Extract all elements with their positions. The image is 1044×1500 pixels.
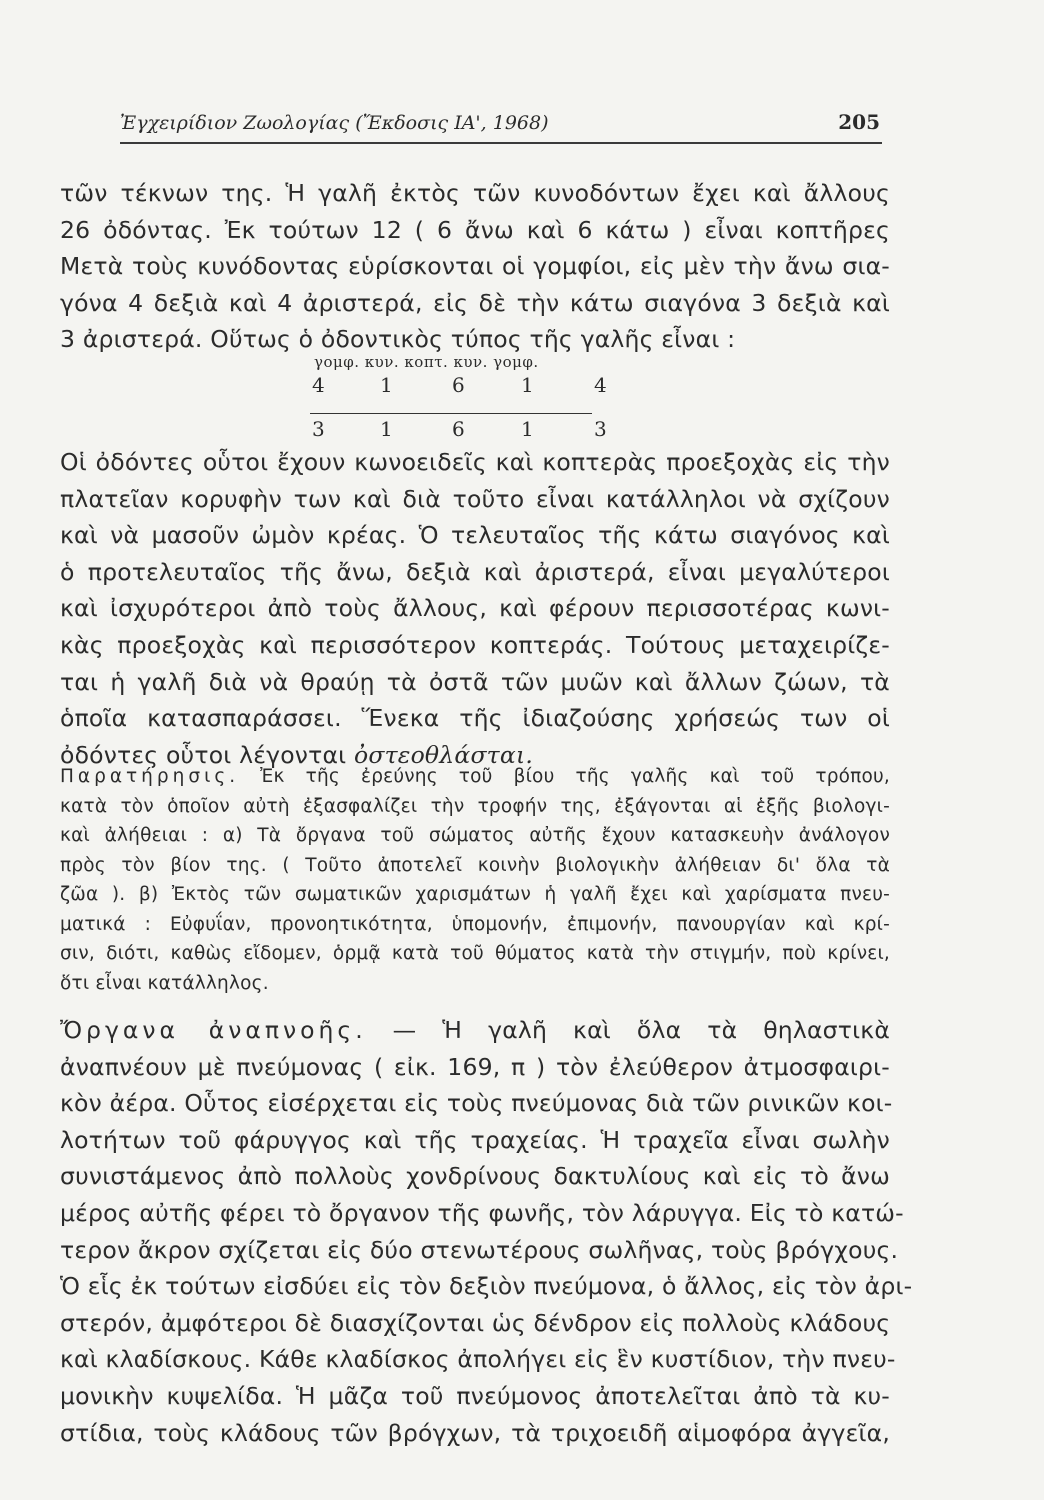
text-line: σιν, διότι, καθὼς εἴδομεν, ὁρμᾷ κατὰ τοῦ θύματος κατὰ τὴν στιγμήν, ποὺ κρίνει, [60,943,890,964]
text-line: στερόν, ἀμφότεροι δὲ διασχίζονται ὡς δένδρον εἰς πολλοὺς κλάδους [60,1308,891,1337]
section-respiration [60,1012,913,1451]
formula-upper-value: 6 [452,373,465,397]
text-fragment: — Ἡ γαλῆ καὶ ὅλα τὰ θηλαστικὰ [392,1016,891,1044]
text-line: Ὁ εἷς ἐκ τούτων εἰσδύει εἰς τὸν δεξιὸν πνεύμονα, ὁ ἄλλος, εἰς τὸν ἀρι- [60,1272,913,1301]
text-fragment: Ἐκ τῆς ἐρεύνης τοῦ βίου τῆς γαλῆς καὶ τοῦ τρόπου, [260,766,890,787]
note-heading: Παρατήρησις. [60,766,240,787]
paragraph-teeth-description [60,444,890,773]
paragraph-teeth-intro [60,175,890,358]
text-line: στίδια, τοὺς κλάδους τῶν βρόγχων, τὰ τριχοειδῆ αἱμοφόρα ἀγγεῖα, [60,1418,890,1447]
formula-upper-value: 1 [521,373,534,397]
observation-note [60,762,890,998]
formula-abbreviations: γομφ. κυν. κοπτ. κυν. γομφ. [314,353,539,371]
formula-upper-value: 4 [312,373,325,397]
formula-lower-value: 3 [312,417,325,441]
text-line: ὁποῖα κατασπαράσσει. Ἕνεκα τῆς ἰδιαζούσης χρήσεώς των οἱ [60,704,890,733]
text-line: γόνα 4 δεξιὰ καὶ 4 ἀριστερά, εἰς δὲ τὴν κάτω σιαγόνα 3 δεξιὰ καὶ [60,288,890,317]
formula-lower-value: 1 [380,417,393,441]
text-line: μονικὴν κυψελίδα. Ἡ μᾶζα τοῦ πνεύμονος ἀποτελεῖται ἀπὸ τὰ κυ- [60,1381,890,1410]
formula-upper-value: 1 [380,373,393,397]
text-line: καὶ ἀλήθειαι : α) Τὰ ὄργανα τοῦ σώματος αὐτῆς ἔχουν κατασκευὴν ἀνάλογον [60,825,890,846]
text-line: καὶ ἰσχυρότεροι ἀπὸ τοὺς ἄλλους, καὶ φέρουν περισσοτέρας κωνι- [60,594,890,623]
text-line: ὁ προτελευταῖος τῆς ἄνω, δεξιὰ καὶ ἀριστερά, εἶναι μεγαλύτεροι [60,557,890,586]
text-line: κατὰ τὸν ὁποῖον αὐτὴ ἐξασφαλίζει τὴν τροφήν της, ἐξάγονται αἱ ἑξῆς βιολογι- [60,795,890,817]
text-line: πλατεῖαν κορυφὴν των καὶ διὰ τοῦτο εἶναι κατάλληλοι νὰ σχίζουν [60,484,890,513]
formula-lower-value: 1 [521,417,534,441]
text-line: Οἱ ὀδόντες οὗτοι ἔχουν κωνοειδεῖς καὶ κοπτερὰς προεξοχὰς εἰς τὴν [60,448,890,476]
text-fragment: ὀδόντες οὗτοι λέγονται [60,740,347,769]
text-line: κὰς προεξοχὰς καὶ περισσότερον κοπτεράς. Τούτους μεταχειρίζε- [60,630,890,659]
text-line: πρὸς τὸν βίον της. ( Τοῦτο ἀποτελεῖ κοινὴν βιολογικὴν ἀλήθειαν δι' ὅλα τὰ [60,854,890,876]
text-line: καὶ κλαδίσκους. Κάθε κλαδίσκος ἀπολήγει εἰς ἓν κυστίδιον, τὴν πνευ- [60,1345,896,1374]
text-line: μέρος αὐτῆς φέρει τὸ ὄργανον τῆς φωνῆς, τὸν λάρυγγα. Εἰς τὸ κατώ- [60,1198,904,1227]
formula-fraction-bar [310,413,592,414]
text-line: Μετὰ τοὺς κυνόδοντας εὑρίσκονται οἱ γομφίοι, εἰς μὲν τὴν ἄνω σια- [60,252,890,281]
section-heading: Ὄργανα ἀναπνοῆς. [60,1016,367,1044]
formula-upper-value: 4 [594,373,607,397]
text-line: 3 ἀριστερά. Οὕτως ὁ ὀδοντικὸς τύπος τῆς γαλῆς εἶναι : [60,325,736,354]
text-line: ὅτι εἶναι κατάλληλος. [60,972,269,994]
page-number: 205 [838,110,880,134]
text-line: ζῶα ). β) Ἐκτὸς τῶν σωματικῶν χαρισμάτων ἡ γαλῆ ἔχει καὶ χαρίσματα πνευ- [60,884,890,905]
italic-term: ὀστεοθλάσται. [353,740,534,769]
text-line: κὸν ἀέρα. Οὗτος εἰσέρχεται εἰς τοὺς πνεύμονας διὰ τῶν ρινικῶν κοι- [60,1089,893,1118]
running-header [120,108,882,144]
text-line: τερον ἄκρον σχίζεται εἰς δύο στενωτέρους σωλῆνας, τοὺς βρόγχους. [60,1235,899,1264]
formula-lower-value: 3 [594,417,607,441]
text-line: 26 ὀδόντας. Ἐκ τούτων 12 ( 6 ἄνω καὶ 6 κάτω ) εἶναι κοπτῆρες [60,215,890,244]
text-line: συνιστάμενος ἀπὸ πολλοὺς χονδρίνους δακτυλίους καὶ εἰς τὸ ἄνω [60,1162,890,1191]
book-title: Ἐγχειρίδιον Ζωολογίας (Ἔκδοσις ΙΑ', 1968) [120,112,549,134]
text-line: ματικά : Εὐφυΐαν, προνοητικότητα, ὑπομονήν, ἐπιμονήν, πανουργίαν καὶ κρί- [60,913,890,935]
text-line: λοτήτων τοῦ φάρυγγος καὶ τῆς τραχείας. Ἡ τραχεῖα εἶναι σωλὴν [60,1125,890,1154]
text-line: ται ἡ γαλῆ διὰ νὰ θραύῃ τὰ ὀστᾶ τῶν μυῶν καὶ ἄλλων ζώων, τὰ [60,667,890,696]
text-line [60,762,890,792]
formula-lower-value: 6 [452,417,465,441]
text-line: καὶ νὰ μασοῦν ὠμὸν κρέας. Ὁ τελευταῖος τῆς κάτω σιαγόνος καὶ [60,521,890,550]
text-line: τῶν τέκνων της. Ἡ γαλῆ ἐκτὸς τῶν κυνοδόντων ἔχει καὶ ἄλλους [60,179,890,207]
text-line: ἀναπνέουν μὲ πνεύμονας ( εἰκ. 169, π ) τὸν ἐλεύθερον ἀτμοσφαιρι- [60,1052,890,1081]
text-line [60,1012,890,1049]
